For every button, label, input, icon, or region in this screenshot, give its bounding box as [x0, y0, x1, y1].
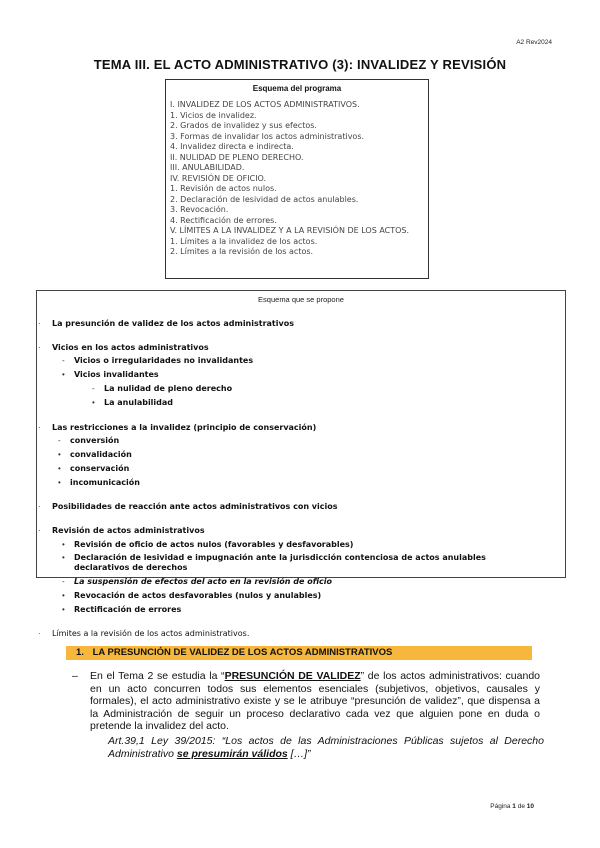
- outline-line: III. ANULABILIDAD.: [170, 163, 245, 172]
- bullet-marker: •: [58, 478, 61, 487]
- bullet-marker: ·: [38, 423, 41, 432]
- outline-item: conservación: [70, 464, 130, 473]
- bullet-marker: •: [58, 464, 61, 473]
- outline-line: II. NULIDAD DE PLENO DERECHO.: [170, 152, 304, 162]
- outline-line: 1. Revisión de actos nulos.: [170, 184, 277, 193]
- program-outline-box: [165, 79, 429, 279]
- outline-line: V. LÍMITES A LA INVALIDEZ Y A LA REVISIÓN DE LOS ACTOS.: [170, 226, 410, 235]
- page-total: 10: [526, 803, 534, 810]
- outline-item: convalidación: [70, 450, 132, 459]
- page-title: TEMA III. EL ACTO ADMINISTRATIVO (3): INVALIDEZ Y REVISIÓN: [93, 57, 507, 72]
- outline-item: Rectificación de errores: [74, 605, 182, 614]
- outline-line: 1. Vicios de invalidez.: [170, 110, 257, 120]
- paragraph-text: En el Tema 2 se estudia la “: [90, 670, 225, 682]
- bullet-marker: -: [62, 356, 65, 365]
- outline-line: 2. Declaración de lesividad de actos anulables.: [170, 194, 359, 204]
- bullet-marker: •: [62, 591, 65, 600]
- footer-prefix: Página: [490, 803, 513, 810]
- bullet-marker: -: [92, 384, 95, 393]
- outline-line: IV. REVISIÓN DE OFICIO.: [170, 173, 267, 183]
- bullet-marker: ·: [38, 319, 41, 328]
- outline-line: 3. Revocación.: [170, 205, 229, 214]
- outline-line: 1. Límites a la invalidez de los actos.: [170, 236, 318, 246]
- dash-marker: –: [72, 670, 78, 682]
- program-outline-list: [170, 100, 409, 258]
- bullet-marker: ·: [38, 343, 41, 352]
- bullet-marker: ·: [38, 629, 41, 638]
- bullet-marker: •: [62, 540, 65, 549]
- outline-item: Declaración de lesividad e impugnación ante la jurisdicción contenciosa de actos anulables: [74, 553, 486, 562]
- page-number: 1: [512, 803, 516, 810]
- outline-line: 4. Invalidez directa e indirecta.: [170, 142, 294, 151]
- citation-end: […]”: [287, 747, 311, 760]
- outline-item: La anulabilidad: [104, 398, 174, 407]
- page-footer: [490, 803, 534, 810]
- outline-item: Vicios invalidantes: [74, 370, 159, 379]
- footer-middle: de: [515, 803, 527, 810]
- section-title: LA PRESUNCIÓN DE VALIDEZ DE LOS ACTOS ADMINISTRATIVOS: [92, 647, 393, 658]
- program-outline-heading: Esquema del programa: [252, 84, 342, 93]
- outline-item: Vicios o irregularidades no invalidantes: [74, 356, 254, 365]
- outline-item: incomunicación: [70, 478, 140, 487]
- outline-line: 2. Grados de invalidez y sus efectos.: [170, 121, 317, 130]
- outline-item: Las restricciones a la invalidez (principio de conservación): [52, 423, 317, 432]
- section-number: 1.: [76, 647, 84, 658]
- outline-line: 2. Límites a la revisión de los actos.: [170, 247, 314, 256]
- bullet-marker: -: [58, 436, 61, 445]
- bullet-marker: ·: [38, 502, 41, 511]
- outline-item: Vicios en los actos administrativos: [52, 343, 209, 352]
- bullet-marker: •: [92, 398, 95, 407]
- outline-item: Revisión de oficio de actos nulos (favorables y desfavorables): [74, 540, 354, 549]
- bullet-marker: •: [62, 553, 65, 562]
- document-tag: A2 Rev2024: [516, 39, 552, 46]
- outline-item: Posibilidades de reacción ante actos administrativos con vicios: [52, 502, 338, 511]
- outline-item: La suspensión de efectos del acto en la revisión de oficio: [74, 577, 332, 586]
- outline-item: conversión: [70, 436, 120, 445]
- legal-citation: [108, 735, 544, 760]
- section-heading: [76, 647, 392, 658]
- outline-line: 4. Rectificación de errores.: [170, 215, 277, 225]
- body-paragraph: [90, 670, 540, 733]
- bullet-marker: •: [58, 450, 61, 459]
- outline-line: I. INVALIDEZ DE LOS ACTOS ADMINISTRATIVOS.: [170, 100, 360, 109]
- outline-item: Límites a la revisión de los actos administrativos.: [52, 629, 250, 638]
- outline-item: Revisión de actos administrativos: [52, 526, 205, 535]
- bullet-marker: ·: [38, 526, 41, 535]
- outline-item: La presunción de validez de los actos administrativos: [52, 319, 294, 328]
- paragraph-text: ” de los actos administrativos: cuando en un acto concurren todos sus elementos esenciales (subjetivos, objetivos, causales y formales), el acto administrativo existe y se le atribuye “presunción de validez”, que dispensa a la Administración de seguir un proceso declarativo cada vez que alguien pone en duda o pretende la invalidez del acto.: [90, 670, 540, 732]
- outline-item: declarativos de derechos: [74, 563, 188, 572]
- outline-item: Revocación de actos desfavorables (nulos y anulables): [74, 591, 322, 600]
- bullet-marker: •: [62, 605, 65, 614]
- citation-bold: se presumirán válidos: [176, 747, 288, 760]
- bullet-marker: •: [62, 370, 65, 379]
- citation-text: Art.39,1 Ley 39/2015: “Los actos de las Administraciones Públicas sujetos al Derecho Administrativo: [108, 735, 544, 760]
- outline-item: La nulidad de pleno derecho: [104, 384, 233, 393]
- bullet-marker: -: [62, 577, 65, 586]
- paragraph-bold: PRESUNCIÓN DE VALIDEZ: [224, 670, 361, 682]
- outline-line: 3. Formas de invalidar los actos administrativos.: [170, 131, 365, 141]
- proposed-outline-heading: Esquema que se propone: [258, 295, 344, 304]
